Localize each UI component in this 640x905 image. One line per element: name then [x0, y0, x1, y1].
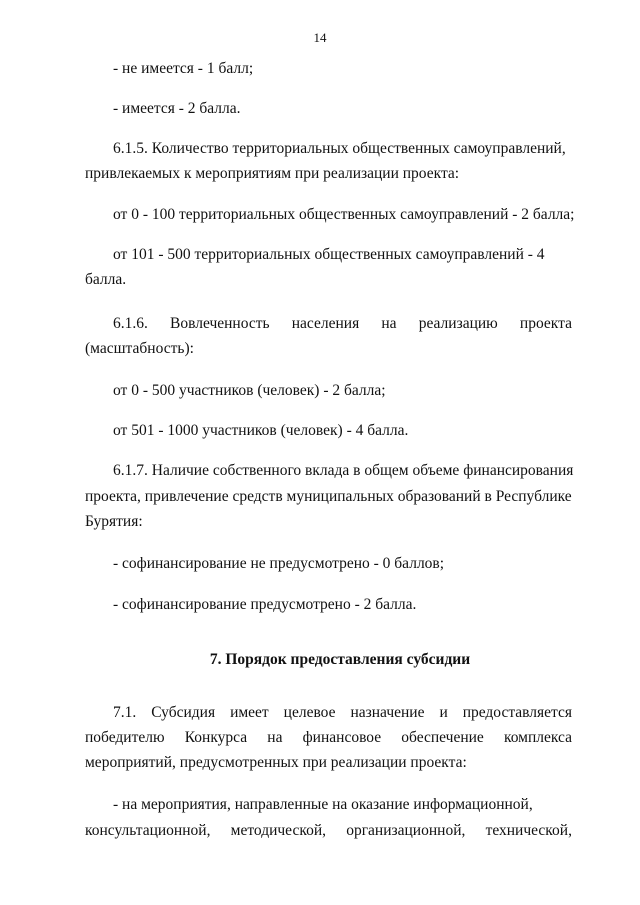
- paragraph-6-1-5-line-2: привлекаемых к мероприятиям при реализации проекта:: [85, 165, 460, 182]
- criterion-line: - не имеется - 1 балл;: [113, 60, 254, 77]
- paragraph-6-1-7-line-1: 6.1.7. Наличие собственного вклада в общем объеме финансирования: [113, 462, 574, 479]
- paragraph-7-2-line-1: - на мероприятия, направленные на оказание информационной,: [113, 796, 533, 813]
- paragraph-7-1-line-1: 7.1. Субсидия имеет целевое назначение и предоставляется: [113, 704, 572, 721]
- criterion-line: - имеется - 2 балла.: [113, 100, 241, 117]
- paragraph-6-1-5-line-1: 6.1.5. Количество территориальных общественных самоуправлений,: [113, 140, 566, 157]
- criterion-line: от 0 - 100 территориальных общественных самоуправлений - 2 балла;: [113, 206, 575, 223]
- criterion-line-justified: от 101 - 500 территориальных общественных самоуправлений - 4: [113, 246, 545, 263]
- section-heading: 7. Порядок предоставления субсидии: [209, 651, 471, 668]
- criterion-line: - софинансирование предусмотрено - 2 балла.: [113, 596, 417, 613]
- criterion-line: от 501 - 1000 участников (человек) - 4 балла.: [113, 422, 409, 439]
- paragraph-6-1-6-line-1: 6.1.6. Вовлеченность населения на реализацию проекта: [113, 315, 572, 332]
- paragraph-7-1-line-2: победителю Конкурса на финансовое обеспечение комплекса: [85, 729, 572, 746]
- criterion-line: - софинансирование не предусмотрено - 0 баллов;: [113, 555, 445, 572]
- criterion-line-continuation: балла.: [85, 271, 127, 288]
- paragraph-7-2-line-2: консультационной, методической, организационной, технической,: [85, 822, 572, 839]
- paragraph-6-1-7-line-2: проекта, привлечение средств муниципальных образований в Республике: [85, 488, 572, 505]
- paragraph-6-1-7-line-3: Бурятия:: [85, 513, 143, 530]
- paragraph-7-1-line-3: мероприятий, предусмотренных при реализации проекта:: [85, 754, 467, 771]
- criterion-line: от 0 - 500 участников (человек) - 2 балла;: [113, 382, 386, 399]
- paragraph-6-1-6-line-2: (масштабность):: [85, 340, 194, 357]
- page-number: 14: [313, 30, 327, 45]
